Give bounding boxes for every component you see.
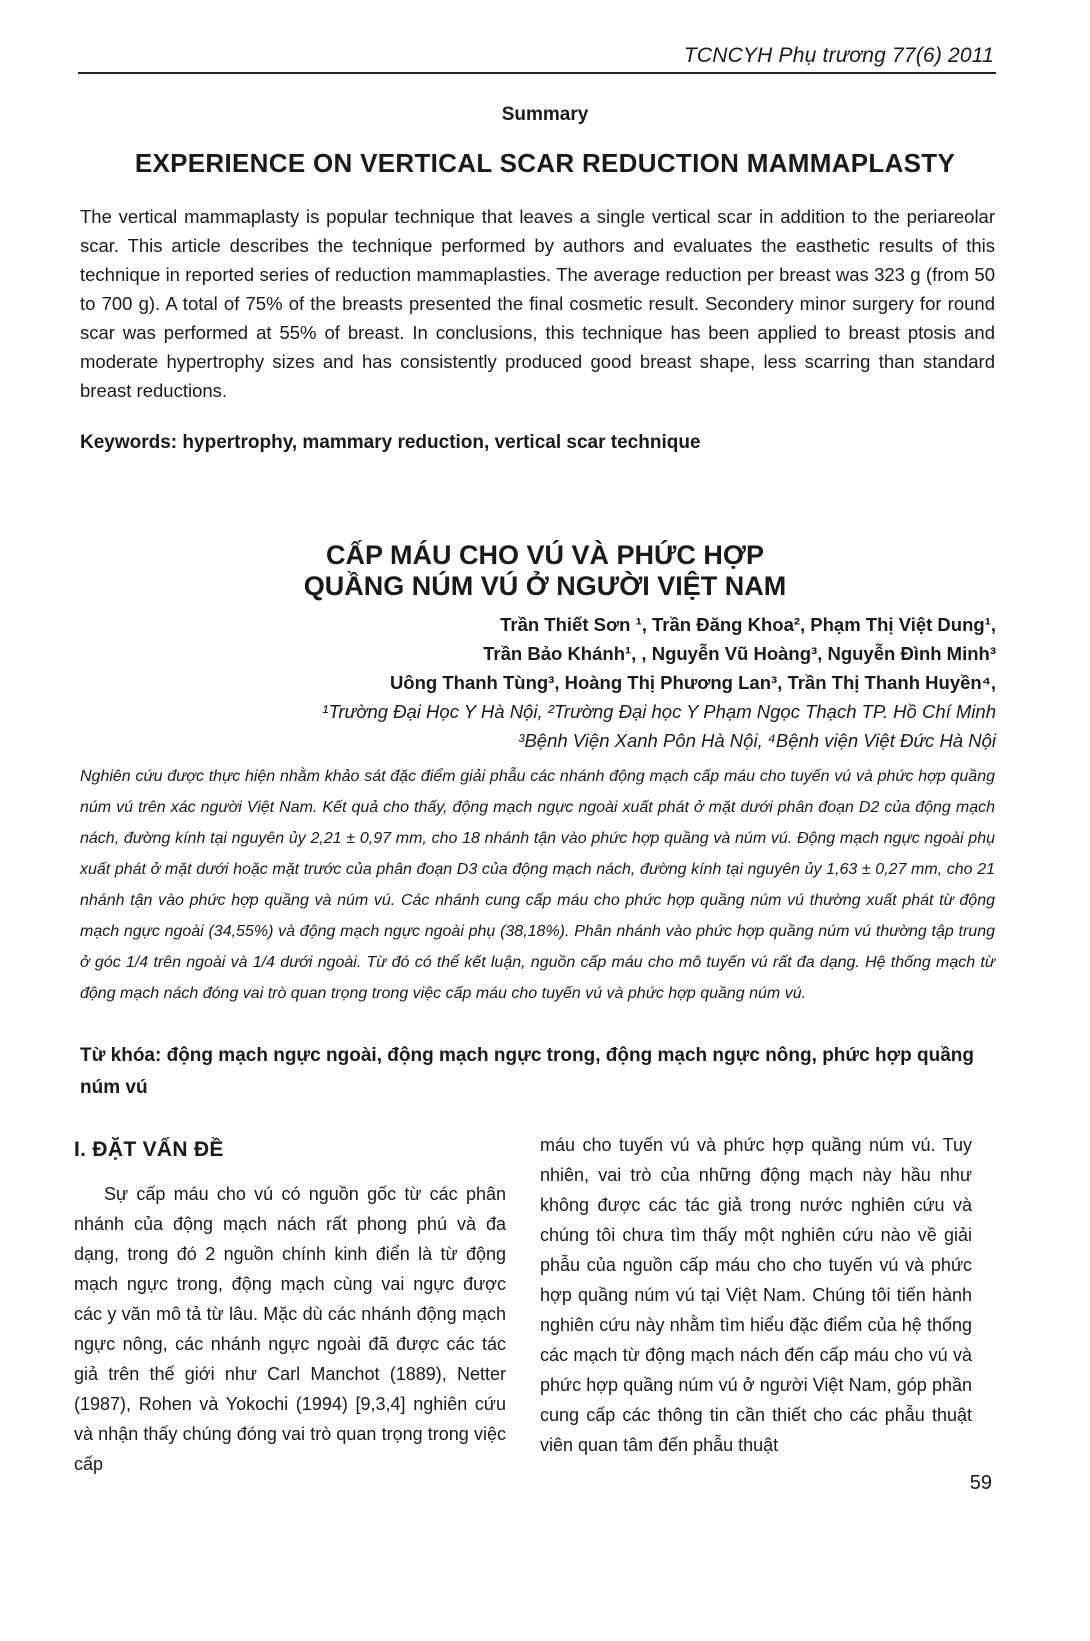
summary-label: Summary — [501, 104, 589, 125]
affiliations — [236, 697, 996, 755]
author-line: Uông Thanh Tùng³, Hoàng Thị Phương Lan³, Trần Thị Thanh Huyền⁴, — [389, 672, 996, 693]
section-heading: I. ĐẶT VẤN ĐỀ — [74, 1138, 224, 1161]
body-column-left — [74, 1135, 506, 1479]
article-title-line-1: CẤP MÁU CHO VÚ VÀ PHỨC HỢP — [326, 540, 764, 570]
english-abstract: The vertical mammaplasty is popular technique that leaves a single vertical scar in addition to the periareolar scar. This article describes the technique performed by authors and evaluates the easthetic results of this technique in reported series of reduction mammaplasties. The average reduction per breast was 323 g (from 50 to 700 g). A total of 75% of the breasts presented the final cosmetic result. Secondery minor surgery for round scar was performed at 55% of breast. In conclusions, this technique has been applied to breast ptosis and moderate hypertrophy sizes and has consistently produced good breast shape, less scarring than standard breast reductions. — [80, 206, 995, 401]
author-line: Trần Bảo Khánh¹, , Nguyễn Vũ Hoàng³, Nguyễn Đình Minh³ — [483, 643, 996, 664]
body-paragraph: máu cho tuyến vú và phức hợp quầng núm vú. Tuy nhiên, vai trò của những động mạch này hầu như không được các tác giả trong nước nghiên cứu và chúng tôi chưa tìm thấy một nghiên cứu nào về giải phẫu của nguồn cấp máu cho cho tuyến vú và phức hợp quầng núm vú tại Việt Nam. Chúng tôi tiến hành nghiên cứu này nhằm tìm hiểu đặc điểm của hệ thống các mạch từ động mạch nách đến cấp máu cho vú và phức hợp quầng núm vú ở người Việt Nam, góp phần cung cấp các thông tin cần thiết cho các phẫu thuật viên quan tâm đến phẫu thuật — [540, 1135, 972, 1455]
article-title-line-2: QUẦNG NÚM VÚ Ở NGƯỜI VIỆT NAM — [303, 571, 787, 601]
author-list — [236, 610, 996, 697]
body-column-right — [540, 1130, 972, 1460]
header-rule — [78, 72, 996, 74]
affiliation-line: ¹Trường Đại Học Y Hà Nội, ²Trường Đại học Y Phạm Ngọc Thạch TP. Hồ Chí Minh — [322, 701, 996, 722]
body-paragraph: Sự cấp máu cho vú có nguồn gốc từ các phân nhánh của động mạch nách rất phong phú và đa dạng, trong đó 2 nguồn chính kinh điển là từ động mạch ngực trong, động mạch cùng vai ngực được các y văn mô tả từ lâu. Mặc dù các nhánh động mạch ngực nông, các nhánh ngực ngoài đã được các tác giả trên thế giới như Carl Manchot (1889), Netter (1987), Rohen và Yokochi (1994) [9,3,4] nghiên cứu và nhận thấy chúng đóng vai trò quan trọng trong việc cấp — [74, 1184, 506, 1474]
vietnamese-keywords: Từ khóa: động mạch ngực ngoài, động mạch ngực trong, động mạch ngực nông, phức hợp quầng núm vú — [80, 1045, 974, 1098]
english-keywords: Keywords: hypertrophy, mammary reduction, vertical scar technique — [80, 432, 701, 453]
english-title: EXPERIENCE ON VERTICAL SCAR REDUCTION MAMMAPLASTY — [134, 148, 956, 178]
affiliation-line: ³Bệnh Viện Xanh Pôn Hà Nội, ⁴Bệnh viện Việt Đức Hà Nội — [518, 730, 996, 751]
vietnamese-abstract: Nghiên cứu được thực hiện nhằm khảo sát đặc điểm giải phẫu các nhánh động mạch cấp máu cho tuyến vú và phức hợp quầng núm vú trên xác người Việt Nam. Kết quả cho thấy, động mạch ngực ngoài xuất phát ở mặt dưới phân đoạn D2 của động mạch nách, đường kính tại nguyên ủy 2,21 ± 0,97 mm, cho 18 nhánh tận vào phức hợp quầng và núm vú. Động mạch ngực ngoài phụ xuất phát ở mặt dưới hoặc mặt trước của phân đoạn D3 của động mạch nách, đường kính tại nguyên ủy 1,63 ± 0,27 mm, cho 21 nhánh tận vào phức hợp quầng và núm vú. Các nhánh cung cấp máu cho phức hợp quầng núm vú thường xuất phát từ động mạch ngực ngoài (34,55%) và động mạch ngực ngoài phụ (38,18%). Phân nhánh vào phức hợp quầng núm vú thường tập trung ở góc 1/4 trên ngoài và 1/4 dưới ngoài. Từ đó có thể kết luận, nguồn cấp máu cho mô tuyến vú rất đa dạng. Hệ thống mạch từ động mạch nách đóng vai trò quan trọng trong việc cấp máu cho tuyến vú và phức hợp quầng núm vú. — [80, 768, 995, 1002]
author-line: Trần Thiết Sơn ¹, Trần Đăng Khoa², Phạm Thị Việt Dung¹, — [500, 614, 996, 635]
page-number: 59 — [969, 1472, 992, 1494]
article-title — [120, 540, 970, 602]
running-header: TCNCYH Phụ trương 77(6) 2011 — [683, 44, 994, 67]
